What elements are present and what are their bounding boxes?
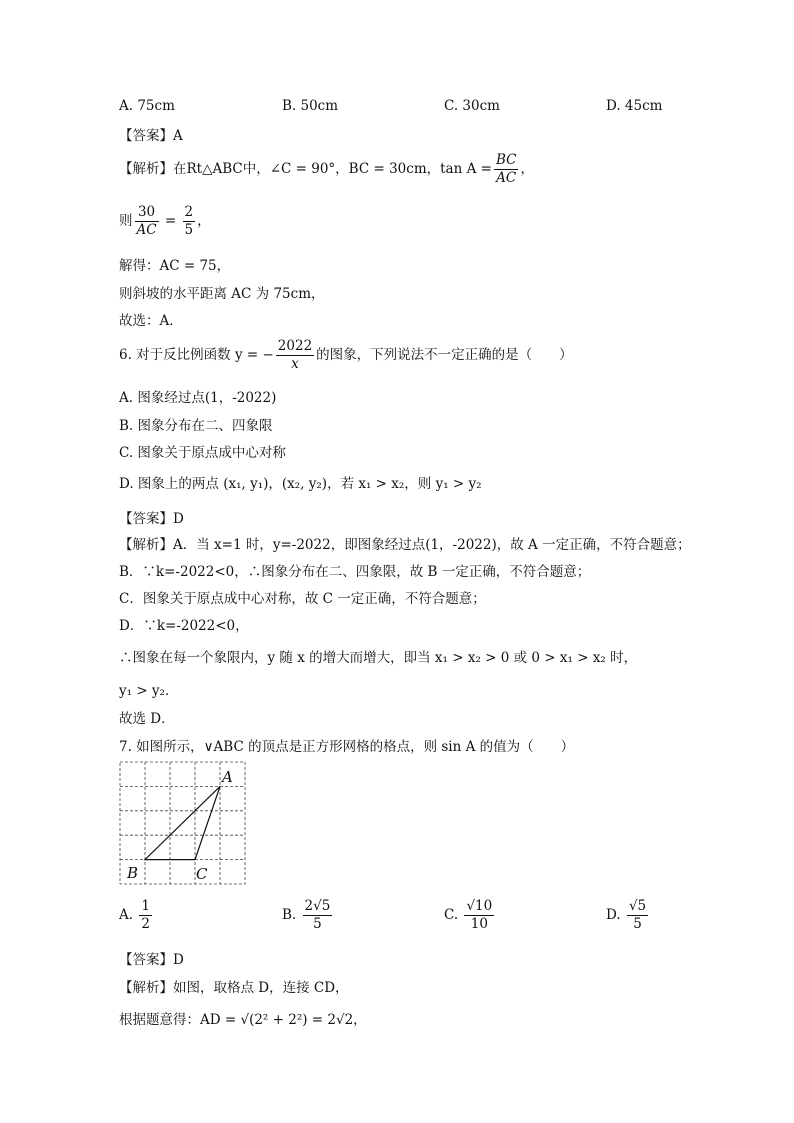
q7-option-c	[444, 898, 496, 933]
tan-fraction	[494, 152, 519, 187]
fraction-denominator: 10	[470, 916, 488, 932]
vertex-label-c: C	[196, 865, 208, 883]
q6-analysis-line: B．∵k=-2022<0，∴图象分布在二、四象限，故 B 一定正确，不符合题意；	[119, 564, 591, 580]
fraction-denominator: AC	[136, 222, 157, 238]
q5-analysis-line2: 则 $\frac{30}{AC}$ = $\frac{2}{5}$ ，	[119, 204, 211, 238]
option-fraction	[303, 898, 333, 933]
q7-option-b	[282, 898, 334, 933]
option-label: D.	[606, 907, 621, 923]
q5-option-b: B. 50cm	[282, 98, 339, 114]
vertex-label-b: B	[127, 864, 139, 882]
analysis-label: 【解析】	[119, 161, 173, 177]
fraction-numerator: √10	[466, 898, 493, 914]
option-label: C.	[444, 907, 459, 923]
q6-analysis-line: D．∵k=-2022<0，	[119, 618, 249, 634]
q6-option-a: A. 图象经过点(1，-2022)	[119, 390, 277, 406]
q6-analysis-line: ∴图象在每一个象限内，y 随 x 的增大而增大，即当 x₁ > x₂ > 0 或 0 > x₁ > x₂ 时，	[119, 650, 638, 666]
fraction-2022-x	[276, 338, 314, 373]
fraction-numerator: √5	[628, 898, 647, 914]
fraction-denominator: 2	[141, 916, 150, 932]
q7-analysis-line1: 【解析】如图，取格点 D，连接 CD，	[119, 980, 349, 996]
stem-suffix: 的图象，下列说法不一定正确的是（ ）	[316, 347, 573, 363]
q7-option-d	[606, 898, 650, 933]
option-label: B.	[282, 907, 297, 923]
q5-analysis-line1: 【解析】在Rt△ABC中，∠C = 90°，BC = 30cm，tan A = $\frac{BC}{AC}$ ，	[119, 152, 534, 186]
fraction-numerator: 2√5	[304, 898, 331, 914]
stem-prefix: 6. 对于反比例函数 y = −	[119, 347, 274, 363]
q6-analysis-line: C．图象关于原点成中心对称，故 C 一定正确，不符合题意；	[119, 591, 486, 607]
q6-analysis-line: 【解析】A．当 x=1 时，y=-2022，即图象经过点(1，-2022)，故 A 一定正确，不符合题意；	[119, 537, 691, 553]
fraction-denominator: x	[291, 356, 299, 372]
q6-option-c: C. 图象关于原点成中心对称	[119, 445, 286, 461]
fraction-numerator: BC	[495, 152, 517, 168]
q6-analysis-line: 故选 D．	[119, 711, 175, 727]
fraction-numerator: 30	[135, 204, 159, 222]
option-fraction	[627, 898, 648, 933]
q5-option-a: A. 75cm	[119, 98, 175, 114]
q6-option-d: D. 图象上的两点 (x₁, y₁)，(x₂, y₂)，若 x₁ > x₂，则 y₁ > y₂	[119, 476, 482, 492]
q7-grid-figure	[118, 760, 250, 888]
fraction-30-ac	[135, 204, 159, 239]
q7-answer: 【答案】D	[119, 952, 184, 968]
q7-option-a	[119, 898, 154, 933]
vertex-label-a: A	[222, 768, 233, 786]
q5-answer: 【答案】A	[119, 128, 183, 144]
fraction-denominator: 5	[633, 916, 642, 932]
q6-answer: 【答案】D	[119, 511, 184, 527]
fraction-numerator: 2022	[277, 338, 313, 354]
fraction-numerator: 2	[184, 204, 194, 220]
q5-analysis-line4: 则斜坡的水平距离 AC 为 75cm，	[119, 286, 325, 302]
analysis-text: 在Rt△ABC中，∠C = 90°，BC = 30cm，tan A =	[173, 161, 492, 177]
q7-analysis-line2: 根据题意得：AD = √(2² + 2²) = 2√2，	[119, 1012, 367, 1028]
triangle-abc	[145, 786, 220, 859]
q6-analysis-line: y₁ > y₂．	[119, 683, 179, 699]
fraction-denominator: AC	[496, 170, 517, 186]
q6-stem	[119, 338, 573, 373]
q5-option-c: C. 30cm	[444, 98, 500, 114]
option-label: A.	[119, 907, 134, 923]
option-fraction	[139, 898, 152, 933]
q5-analysis-line5: 故选：A．	[119, 313, 183, 329]
q5-option-d: D. 45cm	[606, 98, 663, 114]
option-fraction	[464, 898, 494, 933]
q7-stem: 7. 如图所示，∨ABC 的顶点是正方形网格的格点，则 sin A 的值为（ ）	[119, 739, 575, 755]
q5-analysis-line3: 解得：AC = 75，	[119, 258, 231, 274]
fraction-denominator: 5	[184, 222, 194, 238]
fraction-denominator: 5	[313, 916, 322, 932]
fraction-numerator: 1	[141, 898, 150, 914]
q6-option-b: B. 图象分布在二、四象限	[119, 418, 273, 434]
fraction-2-5	[183, 204, 196, 239]
line-prefix: 则	[119, 213, 133, 229]
